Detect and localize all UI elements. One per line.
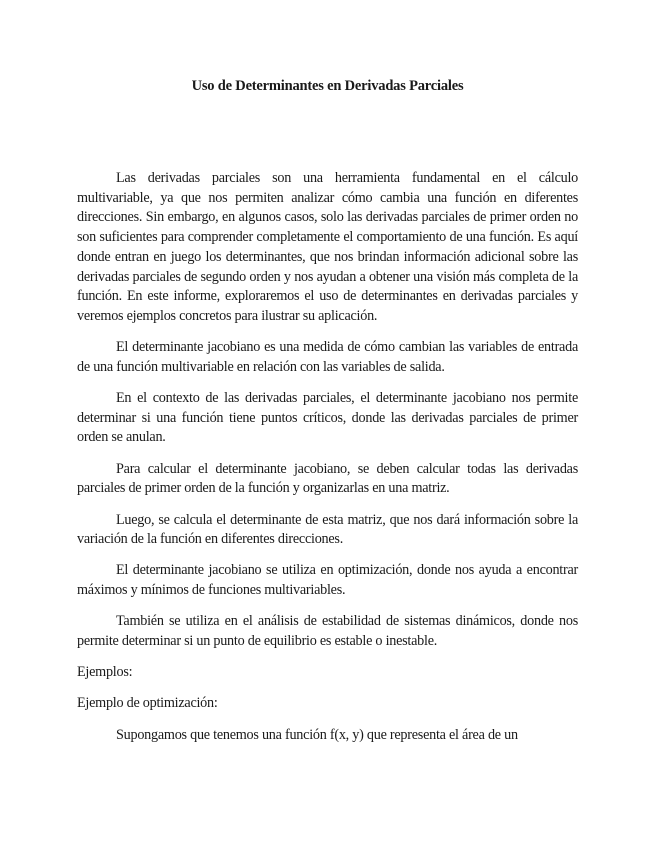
paragraph-jacobian-definition: El determinante jacobiano es una medida de cómo cambian las variables de entrada de una función multivariable en relación con las variables de salida.: [77, 339, 578, 375]
paragraph-calculation: Para calcular el determinante jacobiano, se deben calcular todas las derivadas parciales de primer orden de la función y organizarlas en una matriz.: [77, 460, 578, 497]
heading-optimization-example: Ejemplo de optimización:: [77, 695, 218, 712]
paragraph-optimization: El determinante jacobiano se utiliza en optimización, donde nos ayuda a encontrar máximos y mínimos de funciones multivariables.: [77, 562, 578, 599]
paragraph-determinant-matrix: Luego, se calcula el determinante de esta matriz, que nos dará información sobre la variación de la función en diferentes direcciones.: [77, 511, 578, 548]
document-title: Uso de Determinantes en Derivadas Parciales: [191, 78, 464, 94]
document-body: [77, 169, 578, 745]
paragraph-intro: Las derivadas parciales son una herramienta fundamental en el cálculo multivariable, ya que nos permiten analizar cómo cambia una función en diferentes direcciones. Sin embargo, en algunos casos, solo las derivadas parciales de primer orden no son suficientes para comprender completamente el comportamiento de una función. Es aquí donde entran en juego los determinantes, que nos brindan información adicional sobre las derivadas parciales de segundo orden y nos ayudan a obtener una visión más completa de la función. En este informe, exploraremos el uso de determinantes en derivadas parciales y veremos ejemplos concretos para ilustrar su aplicación.: [77, 170, 578, 324]
heading-examples: Ejemplos:: [77, 664, 133, 681]
paragraph-example-start: Supongamos que tenemos una función f(x, y) que representa el área de un: [116, 726, 518, 743]
paragraph-stability: También se utiliza en el análisis de estabilidad de sistemas dinámicos, donde nos permite determinar si un punto de equilibrio es estable o inestable.: [77, 613, 578, 650]
paragraph-critical-points: En el contexto de las derivadas parciales, el determinante jacobiano nos permite determinar si una función tiene puntos críticos, donde las derivadas parciales de primer orden se anulan.: [77, 390, 578, 446]
